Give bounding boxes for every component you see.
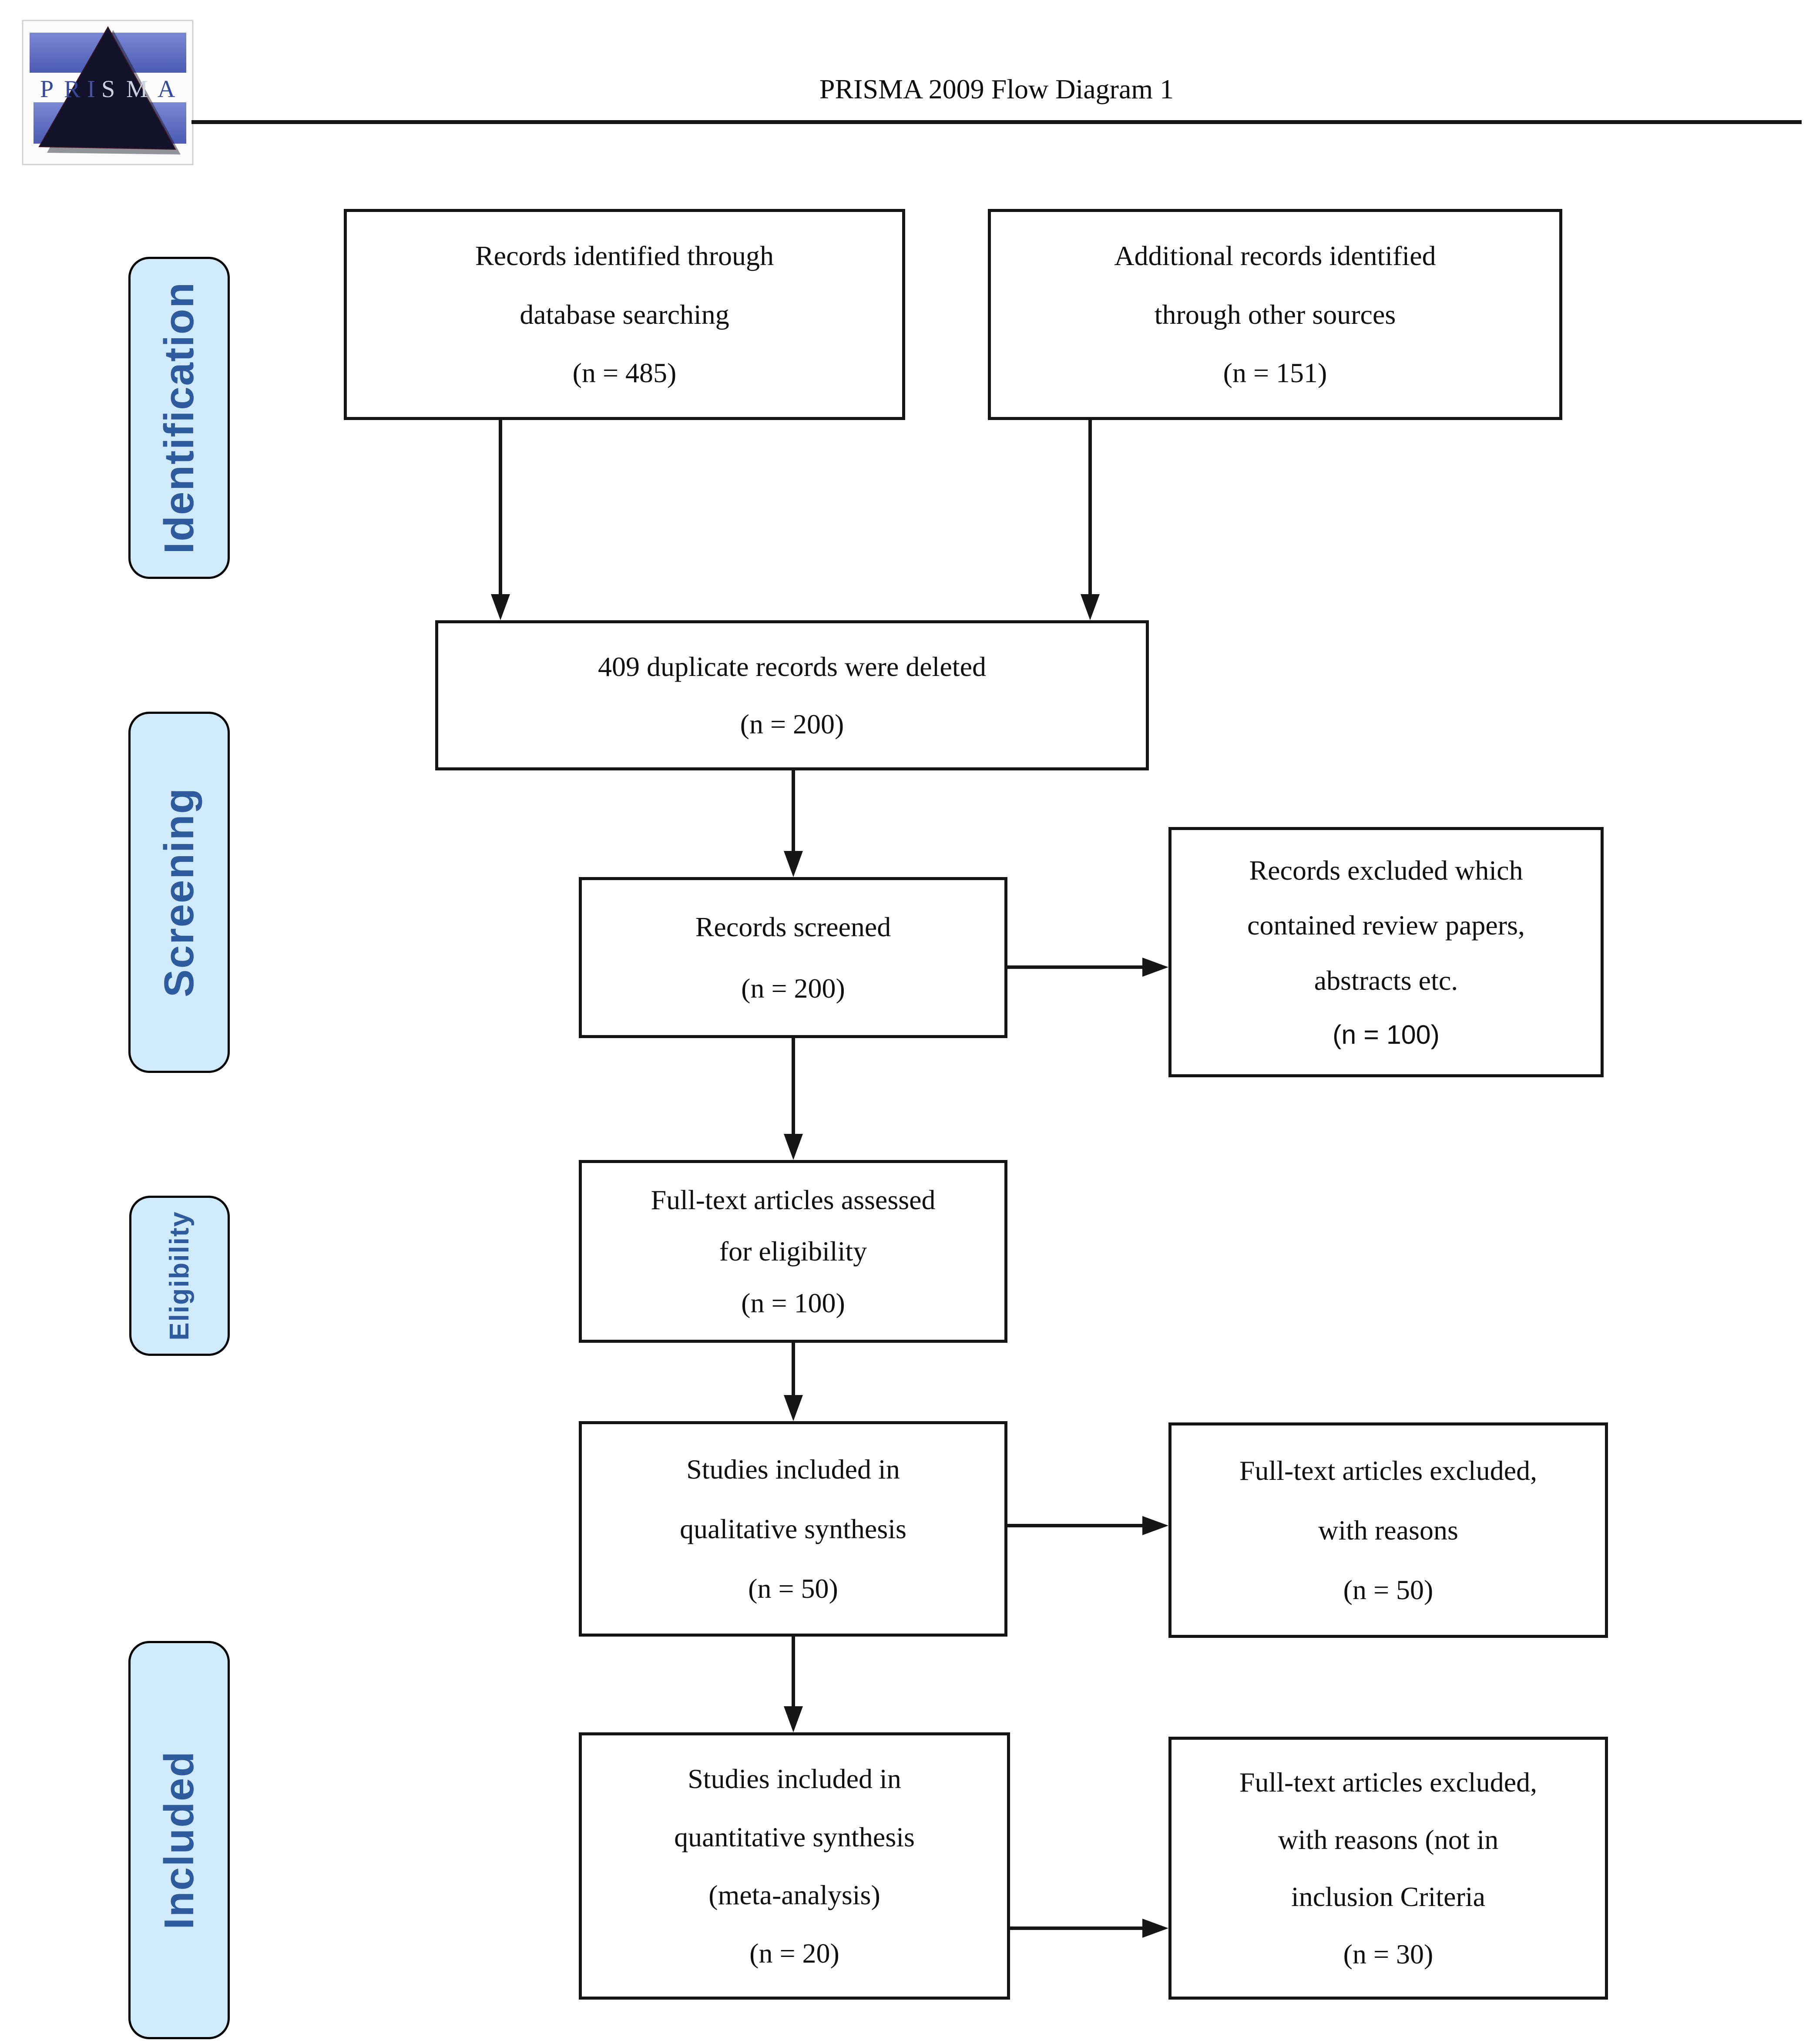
flow-box-fulltext-excluded-criteria <box>1168 1737 1608 2000</box>
flow-box-fulltext-excluded-reasons <box>1168 1422 1608 1638</box>
box-line: Records identified through <box>475 240 774 272</box>
arrow-shaft <box>499 420 502 595</box>
arrow-shaft <box>792 1637 795 1707</box>
arrow-other-sources-to-duplicates <box>1081 420 1100 620</box>
stage-label-text: Screening <box>155 787 202 998</box>
arrow-right-icon <box>1142 1516 1168 1535</box>
box-line: (n = 200) <box>741 972 845 1004</box>
stage-label-eligibility <box>129 1196 230 1356</box>
stage-label-text: Included <box>155 1751 202 1930</box>
logo-letter: P <box>40 76 54 103</box>
box-line: abstracts etc. <box>1314 965 1458 996</box>
arrow-screened-to-fulltext <box>784 1038 803 1160</box>
box-line: (n = 50) <box>1343 1574 1433 1605</box>
flow-box-additional-records <box>988 209 1562 420</box>
page-title: PRISMA 2009 Flow Diagram 1 <box>819 74 1174 104</box>
logo-letter: S <box>101 76 115 103</box>
box-line: Records excluded which <box>1249 855 1523 886</box>
stage-label-included <box>128 1641 230 2039</box>
logo-letter: A <box>158 76 175 103</box>
stage-label-text: Identification <box>155 282 202 554</box>
prisma-logo-image <box>22 20 194 165</box>
arrow-down-icon <box>784 851 803 877</box>
header-divider <box>191 120 1802 124</box>
arrow-shaft <box>792 1038 795 1135</box>
box-line: Studies included in <box>688 1763 901 1795</box>
box-line: Additional records identified <box>1114 240 1436 272</box>
stage-label-screening <box>128 712 230 1073</box>
arrow-right-icon <box>1142 1919 1168 1938</box>
box-line: qualitative synthesis <box>680 1513 906 1544</box>
box-line: with reasons (not in <box>1278 1824 1499 1855</box>
box-line: Full-text articles excluded, <box>1239 1455 1537 1486</box>
arrow-shaft <box>1007 1524 1143 1527</box>
arrow-down-icon <box>1081 594 1100 620</box>
box-line: (n = 485) <box>572 357 677 389</box>
box-line: quantitative synthesis <box>674 1821 915 1852</box>
flow-box-qualitative-synthesis <box>579 1421 1007 1637</box>
arrow-fulltext-to-qualitative <box>784 1343 803 1421</box>
box-line: 409 duplicate records were deleted <box>598 651 987 682</box>
box-line: (n = 20) <box>749 1937 839 1969</box>
flow-box-records-screened <box>579 877 1007 1038</box>
box-line: inclusion Criteria <box>1291 1881 1486 1913</box>
box-line: (n = 200) <box>740 709 844 740</box>
arrow-qualitative-to-excluded <box>1007 1516 1168 1535</box>
logo-letter: I <box>87 76 95 103</box>
box-line: Studies included in <box>686 1453 900 1485</box>
box-line: Full-text articles excluded, <box>1239 1767 1537 1798</box>
box-line: through other sources <box>1154 299 1396 330</box>
arrow-screened-to-excluded <box>1007 958 1168 977</box>
box-line: (n = 50) <box>748 1573 838 1604</box>
box-line: with reasons <box>1318 1514 1458 1546</box>
arrow-shaft <box>1010 1926 1143 1930</box>
box-line: (n = 100) <box>741 1287 845 1318</box>
arrow-down-icon <box>784 1395 803 1421</box>
logo-letter: R <box>64 76 81 103</box>
arrow-shaft <box>792 770 795 852</box>
flow-box-fulltext-assessed <box>579 1160 1007 1343</box>
flow-box-records-identified <box>344 209 905 420</box>
arrow-down-icon <box>784 1706 803 1732</box>
flow-box-records-excluded <box>1168 827 1604 1077</box>
arrow-quantitative-to-excluded <box>1010 1919 1168 1938</box>
arrow-database-to-duplicates <box>491 420 510 620</box>
arrow-shaft <box>1088 420 1092 595</box>
box-line: contained review papers, <box>1247 910 1525 941</box>
prisma-logo <box>22 20 194 165</box>
box-line: (n = 151) <box>1223 357 1327 389</box>
logo-letter: M <box>126 76 148 103</box>
arrow-shaft <box>1007 965 1143 969</box>
flow-box-quantitative-synthesis <box>579 1732 1010 2000</box>
stage-label-text: Eligibility <box>164 1211 195 1341</box>
arrow-shaft <box>792 1343 795 1396</box>
stage-label-identification <box>128 257 230 579</box>
box-line: Full-text articles assessed <box>651 1184 936 1216</box>
arrow-right-icon <box>1142 958 1168 977</box>
arrow-down-icon <box>491 594 510 620</box>
flow-box-duplicates-deleted <box>435 620 1149 770</box>
arrow-duplicates-to-screened <box>784 770 803 877</box>
box-line: (n = 30) <box>1343 1938 1433 1970</box>
box-line: (n = 100) <box>1333 1019 1440 1049</box>
box-line: Records screened <box>695 911 891 942</box>
box-line: for eligibility <box>719 1236 867 1267</box>
box-line: database searching <box>520 299 729 330</box>
arrow-down-icon <box>784 1134 803 1160</box>
box-line: (meta-analysis) <box>708 1879 880 1911</box>
arrow-qualitative-to-quantitative <box>784 1637 803 1732</box>
